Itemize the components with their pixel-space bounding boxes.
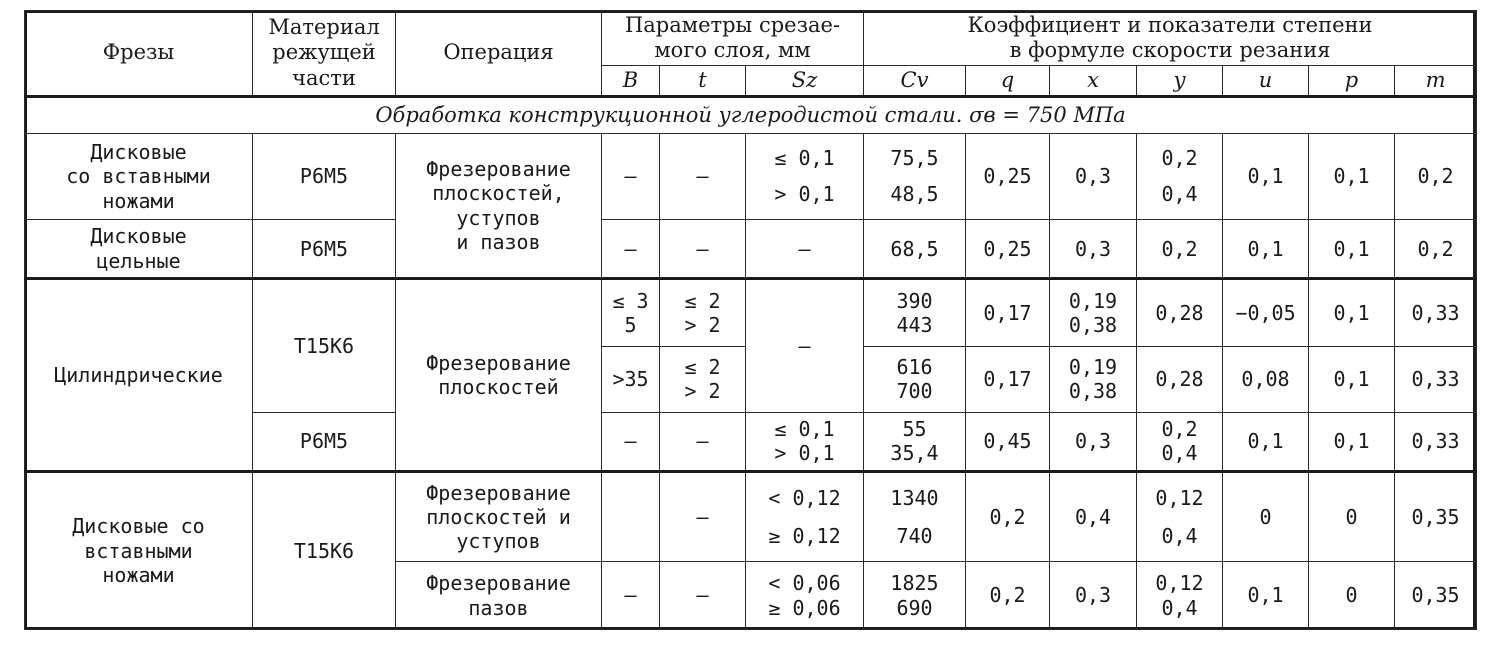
operation-cell: Фрезерование плоскостей [396, 279, 602, 472]
cell-y: 0,12 0,4 [1137, 562, 1223, 630]
cell-y: 0,28 [1137, 347, 1223, 413]
material-cell: Т15К6 [253, 279, 396, 412]
cell-B: — [602, 133, 660, 219]
cell-B: — [602, 220, 660, 279]
cell-Cv: 616 700 [864, 347, 966, 413]
operation-cell: Фрезерование плоскостей, уступов и пазов [396, 133, 602, 279]
cell-Cv: 75,5 48,5 [864, 133, 966, 219]
cell-m: 0,2 [1395, 133, 1477, 219]
cutting-speed-table [24, 10, 1477, 630]
cell-y: 0,28 [1137, 279, 1223, 347]
cell-y: 0,2 0,4 [1137, 133, 1223, 219]
cell-u: 0,1 [1223, 412, 1309, 471]
section-row [25, 97, 1477, 134]
cell-B: — [602, 562, 660, 630]
cell-p: 0,1 [1309, 412, 1395, 471]
cell-x: 0,3 [1050, 562, 1137, 630]
header-col-m: m [1395, 66, 1477, 97]
operation-cell: Фрезерование пазов [396, 562, 602, 630]
cell-p: 0,1 [1309, 347, 1395, 413]
mill-name: Цилиндрические [25, 279, 253, 472]
header-col-x: x [1050, 66, 1137, 97]
header-layer-params: Параметры срезае- мого слоя, мм [602, 11, 864, 66]
header-material: Материал режущей части [253, 11, 396, 97]
table-row [25, 220, 1477, 279]
header-row-1 [25, 11, 1477, 66]
cell-u: 0,1 [1223, 133, 1309, 219]
cell-q: 0,45 [966, 412, 1050, 471]
cell-Cv: 68,5 [864, 220, 966, 279]
cell-Sz: < 0,12 ≥ 0,12 [746, 472, 864, 562]
cell-p: 0,1 [1309, 133, 1395, 219]
cell-u: 0,08 [1223, 347, 1309, 413]
cell-q: 0,25 [966, 220, 1050, 279]
header-col-B: B [602, 66, 660, 97]
mill-name: Дисковые со вставными ножами [25, 472, 253, 630]
table-row [25, 472, 1477, 562]
cell-q: 0,2 [966, 472, 1050, 562]
cell-m: 0,33 [1395, 279, 1477, 347]
header-col-t: t [660, 66, 746, 97]
cell-p: 0 [1309, 472, 1395, 562]
section-title: Обработка конструкционной углеродистой стали. σв = 750 МПа [25, 97, 1477, 134]
cell-Sz: ≤ 0,1 > 0,1 [746, 412, 864, 471]
cell-p: 0,1 [1309, 279, 1395, 347]
cell-m: 0,2 [1395, 220, 1477, 279]
cell-t: — [660, 562, 746, 630]
table-row [25, 279, 1477, 347]
cell-B: — [602, 412, 660, 471]
operation-cell: Фрезерование плоскостей и уступов [396, 472, 602, 562]
table-row [25, 133, 1477, 219]
cell-x: 0,19 0,38 [1050, 279, 1137, 347]
header-col-Sz: Sz [746, 66, 864, 97]
material-cell: Р6М5 [253, 412, 396, 471]
header-col-y: y [1137, 66, 1223, 97]
cell-Sz: < 0,06 ≥ 0,06 [746, 562, 864, 630]
cell-q: 0,17 [966, 279, 1050, 347]
cell-t: ≤ 2 > 2 [660, 347, 746, 413]
material-cell: Р6М5 [253, 220, 396, 279]
cell-t: ≤ 2 > 2 [660, 279, 746, 347]
cell-t: — [660, 133, 746, 219]
cell-Sz: ≤ 0,1 > 0,1 [746, 133, 864, 219]
cell-x: 0,3 [1050, 412, 1137, 471]
cell-t: — [660, 472, 746, 562]
header-coefficients: Коэффициент и показатели степени в формуле скорости резания [864, 11, 1477, 66]
cell-q: 0,25 [966, 133, 1050, 219]
cell-m: 0,35 [1395, 472, 1477, 562]
cell-B: >35 [602, 347, 660, 413]
cell-y: 0,2 0,4 [1137, 412, 1223, 471]
cell-Sz: — [746, 279, 864, 412]
cell-y: 0,12 0,4 [1137, 472, 1223, 562]
cell-t: — [660, 220, 746, 279]
header-col-u: u [1223, 66, 1309, 97]
header-col-q: q [966, 66, 1050, 97]
material-cell: Р6М5 [253, 133, 396, 219]
cell-m: 0,35 [1395, 562, 1477, 630]
cell-Cv: 1340 740 [864, 472, 966, 562]
cell-p: 0,1 [1309, 220, 1395, 279]
cell-q: 0,17 [966, 347, 1050, 413]
cell-Cv: 390 443 [864, 279, 966, 347]
cell-u: 0,1 [1223, 562, 1309, 630]
material-cell: Т15К6 [253, 472, 396, 630]
cell-p: 0 [1309, 562, 1395, 630]
cell-t: — [660, 412, 746, 471]
cell-Cv: 1825 690 [864, 562, 966, 630]
header-col-p: p [1309, 66, 1395, 97]
mill-name: Дисковые цельные [25, 220, 253, 279]
header-mills: Фрезы [25, 11, 253, 97]
cell-u: 0 [1223, 472, 1309, 562]
cell-x: 0,19 0,38 [1050, 347, 1137, 413]
cell-y: 0,2 [1137, 220, 1223, 279]
header-operation: Операция [396, 11, 602, 97]
cell-m: 0,33 [1395, 412, 1477, 471]
cell-x: 0,3 [1050, 133, 1137, 219]
cell-u: −0,05 [1223, 279, 1309, 347]
cell-B [602, 472, 660, 562]
header-col-Cv: Cv [864, 66, 966, 97]
cell-u: 0,1 [1223, 220, 1309, 279]
mill-name: Дисковые со вставными ножами [25, 133, 253, 219]
cell-Sz: — [746, 220, 864, 279]
cell-q: 0,2 [966, 562, 1050, 630]
cell-x: 0,3 [1050, 220, 1137, 279]
cell-Cv: 55 35,4 [864, 412, 966, 471]
cell-B: ≤ 3 5 [602, 279, 660, 347]
cell-m: 0,33 [1395, 347, 1477, 413]
cell-x: 0,4 [1050, 472, 1137, 562]
